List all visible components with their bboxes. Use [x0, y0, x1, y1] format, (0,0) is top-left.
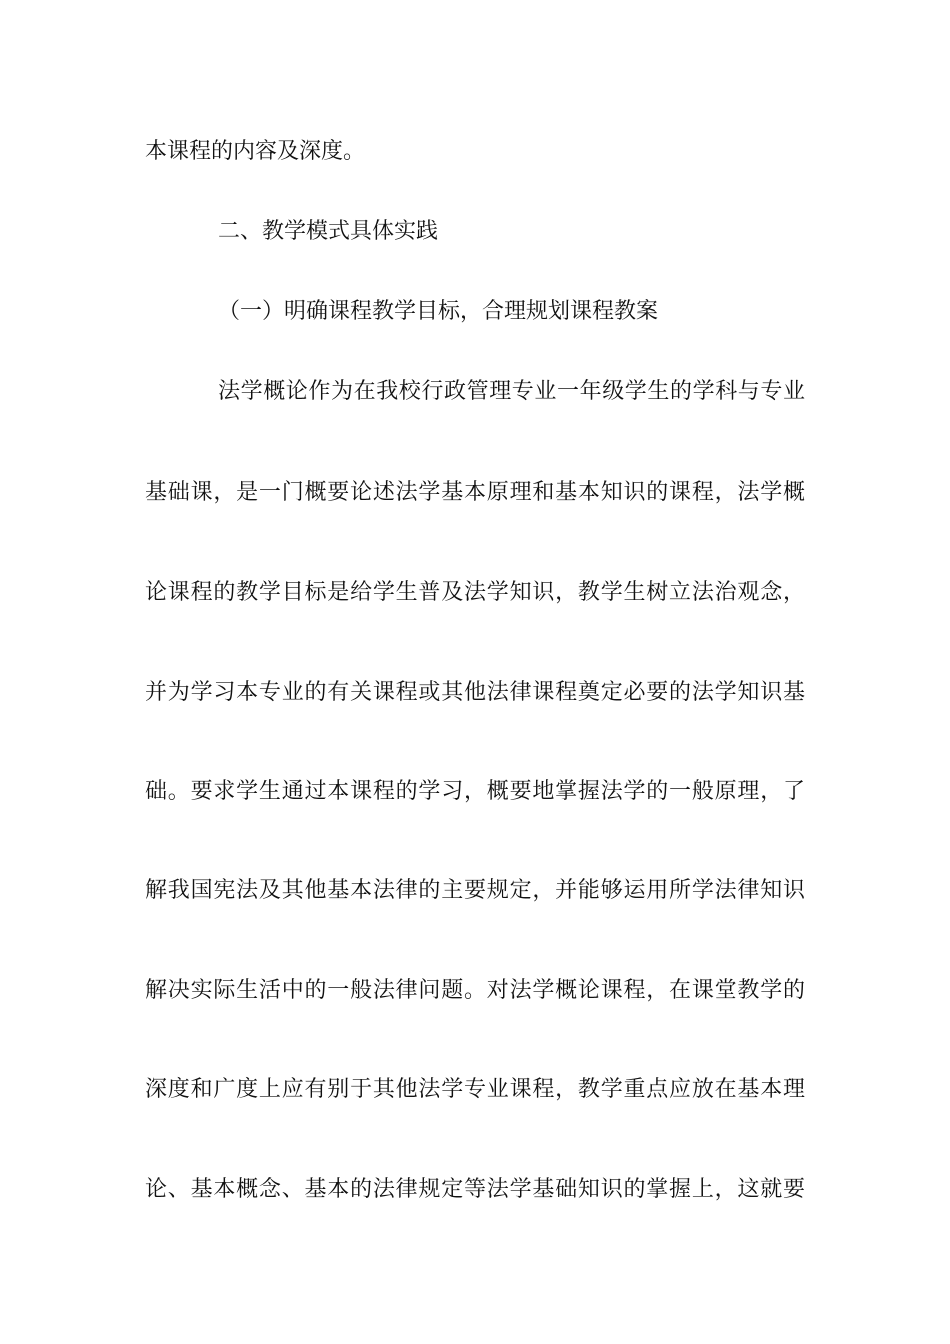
- section-heading: 二、教学模式具体实践: [218, 219, 439, 244]
- paragraph-line: 法学概论作为在我校行政管理专业一年级学生的学科与专业: [218, 379, 805, 404]
- subsection-heading: （一）明确课程教学目标，合理规划课程教案: [218, 299, 659, 324]
- paragraph-line: 论、基本概念、基本的法律规定等法学基础知识的掌握上，这就要: [145, 1177, 805, 1202]
- paragraph-line: 基础课，是一门概要论述法学基本原理和基本知识的课程，法学概: [145, 480, 805, 505]
- paragraph-line: 解我国宪法及其他基本法律的主要规定，并能够运用所学法律知识: [145, 878, 805, 903]
- text-line-continuation: 本课程的内容及深度。: [145, 139, 366, 164]
- paragraph-line: 深度和广度上应有别于其他法学专业课程，教学重点应放在基本理: [145, 1077, 805, 1102]
- paragraph-line: 并为学习本专业的有关课程或其他法律课程奠定必要的法学知识基: [145, 680, 805, 705]
- paragraph-line: 础。要求学生通过本课程的学习，概要地掌握法学的一般原理，了: [145, 779, 805, 804]
- paragraph-line: 论课程的教学目标是给学生普及法学知识，教学生树立法治观念，: [145, 580, 805, 605]
- paragraph-line: 解决实际生活中的一般法律问题。对法学概论课程，在课堂教学的: [145, 978, 805, 1003]
